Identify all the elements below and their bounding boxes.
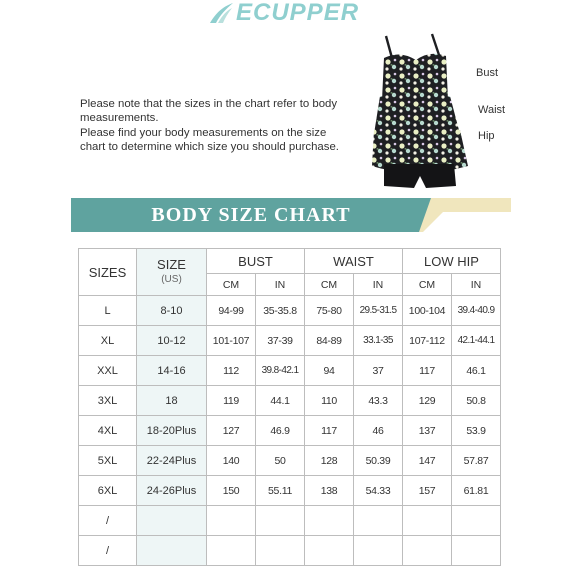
- waist-cm-cell: 75-80: [305, 296, 354, 326]
- bust-cm-cell: 101-107: [207, 326, 256, 356]
- bust-in-cell: 46.9: [256, 416, 305, 446]
- waist-cm-cell: 128: [305, 446, 354, 476]
- waist-label: Waist: [478, 104, 506, 116]
- hip-in-cell: 42.1-44.1: [452, 326, 501, 356]
- unit-in: IN: [452, 274, 501, 296]
- bust-cm-cell: 94-99: [207, 296, 256, 326]
- hip-cm-cell: 107-112: [403, 326, 452, 356]
- note-line-1: Please note that the sizes in the chart refer to body measurements.: [80, 98, 338, 125]
- note-line-2: Please find your body measurements on the size chart to determine which size you should purchase.: [80, 126, 339, 153]
- swimsuit-image: [370, 30, 480, 190]
- header-low-hip: LOW HIP: [403, 249, 501, 274]
- us-size-cell: 8-10: [137, 296, 207, 326]
- size-cell: 6XL: [79, 476, 137, 506]
- us-size-cell: 10-12: [137, 326, 207, 356]
- hip-cm-cell: 157: [403, 476, 452, 506]
- size-cell: XL: [79, 326, 137, 356]
- hip-label: Hip: [478, 130, 495, 142]
- size-cell: 4XL: [79, 416, 137, 446]
- bust-cm-cell: 140: [207, 446, 256, 476]
- hip-in-cell: 39.4-40.9: [452, 296, 501, 326]
- size-cell: 3XL: [79, 386, 137, 416]
- hip-in-cell: 61.81: [452, 476, 501, 506]
- bust-in-cell: [256, 536, 305, 566]
- waist-in-cell: 46: [354, 416, 403, 446]
- hip-cm-cell: 147: [403, 446, 452, 476]
- header-sizes: SIZES: [79, 249, 137, 296]
- hip-in-cell: [452, 536, 501, 566]
- waist-cm-cell: [305, 506, 354, 536]
- waist-cm-cell: 84-89: [305, 326, 354, 356]
- header-waist: WAIST: [305, 249, 403, 274]
- table-row: [79, 446, 501, 476]
- unit-in: IN: [354, 274, 403, 296]
- hip-in-cell: 53.9: [452, 416, 501, 446]
- us-size-cell: 24-26Plus: [137, 476, 207, 506]
- leaf-arrow-icon: [208, 1, 234, 25]
- hip-cm-cell: [403, 506, 452, 536]
- bust-label: Bust: [476, 67, 499, 79]
- bust-cm-cell: 150: [207, 476, 256, 506]
- waist-in-cell: 43.3: [354, 386, 403, 416]
- bust-in-cell: 55.11: [256, 476, 305, 506]
- size-rows: [79, 296, 501, 566]
- us-size-cell: 14-16: [137, 356, 207, 386]
- hip-in-cell: 50.8: [452, 386, 501, 416]
- hip-cm-cell: 117: [403, 356, 452, 386]
- unit-cm: CM: [403, 274, 452, 296]
- hip-cm-cell: 137: [403, 416, 452, 446]
- brand-logo: [208, 0, 359, 26]
- unit-cm: CM: [207, 274, 256, 296]
- bust-in-cell: 44.1: [256, 386, 305, 416]
- header-size-us: [137, 249, 207, 296]
- us-size-cell: 18-20Plus: [137, 416, 207, 446]
- waist-in-cell: 50.39: [354, 446, 403, 476]
- hip-in-cell: 46.1: [452, 356, 501, 386]
- waist-cm-cell: 110: [305, 386, 354, 416]
- size-chart-table: [78, 248, 501, 566]
- us-size-cell: 22-24Plus: [137, 446, 207, 476]
- bust-in-cell: 50: [256, 446, 305, 476]
- table-row: [79, 506, 501, 536]
- header-size-sub: (US): [161, 274, 182, 285]
- hip-in-cell: 57.87: [452, 446, 501, 476]
- body-size-chart-banner: [71, 198, 511, 232]
- size-cell: 5XL: [79, 446, 137, 476]
- table-row: [79, 476, 501, 506]
- bust-cm-cell: [207, 536, 256, 566]
- waist-in-cell: 33.1-35: [354, 326, 403, 356]
- waist-cm-cell: 94: [305, 356, 354, 386]
- us-size-cell: 18: [137, 386, 207, 416]
- header-size: SIZE: [157, 257, 186, 272]
- waist-in-cell: 37: [354, 356, 403, 386]
- hip-in-cell: [452, 506, 501, 536]
- bust-in-cell: 39.8-42.1: [256, 356, 305, 386]
- bust-cm-cell: [207, 506, 256, 536]
- table-row: [79, 386, 501, 416]
- bust-in-cell: 37-39: [256, 326, 305, 356]
- waist-in-cell: 54.33: [354, 476, 403, 506]
- table-row: [79, 296, 501, 326]
- us-size-cell: [137, 536, 207, 566]
- bust-cm-cell: 127: [207, 416, 256, 446]
- brand-name: ECUPPER: [236, 0, 360, 26]
- us-size-cell: [137, 506, 207, 536]
- waist-in-cell: 29.5-31.5: [354, 296, 403, 326]
- table-row: [79, 326, 501, 356]
- hip-cm-cell: [403, 536, 452, 566]
- unit-cm: CM: [305, 274, 354, 296]
- size-cell: /: [79, 506, 137, 536]
- waist-cm-cell: 138: [305, 476, 354, 506]
- header-bust: BUST: [207, 249, 305, 274]
- table-row: [79, 356, 501, 386]
- size-note: [80, 97, 350, 154]
- bust-in-cell: 35-35.8: [256, 296, 305, 326]
- table-row: [79, 536, 501, 566]
- hip-cm-cell: 129: [403, 386, 452, 416]
- hip-cm-cell: 100-104: [403, 296, 452, 326]
- waist-in-cell: [354, 506, 403, 536]
- size-cell: XXL: [79, 356, 137, 386]
- waist-cm-cell: [305, 536, 354, 566]
- bust-in-cell: [256, 506, 305, 536]
- waist-cm-cell: 117: [305, 416, 354, 446]
- waist-in-cell: [354, 536, 403, 566]
- size-cell: /: [79, 536, 137, 566]
- banner-title: BODY SIZE CHART: [151, 203, 351, 226]
- bust-cm-cell: 112: [207, 356, 256, 386]
- unit-in: IN: [256, 274, 305, 296]
- table-row: [79, 416, 501, 446]
- size-cell: L: [79, 296, 137, 326]
- bust-cm-cell: 119: [207, 386, 256, 416]
